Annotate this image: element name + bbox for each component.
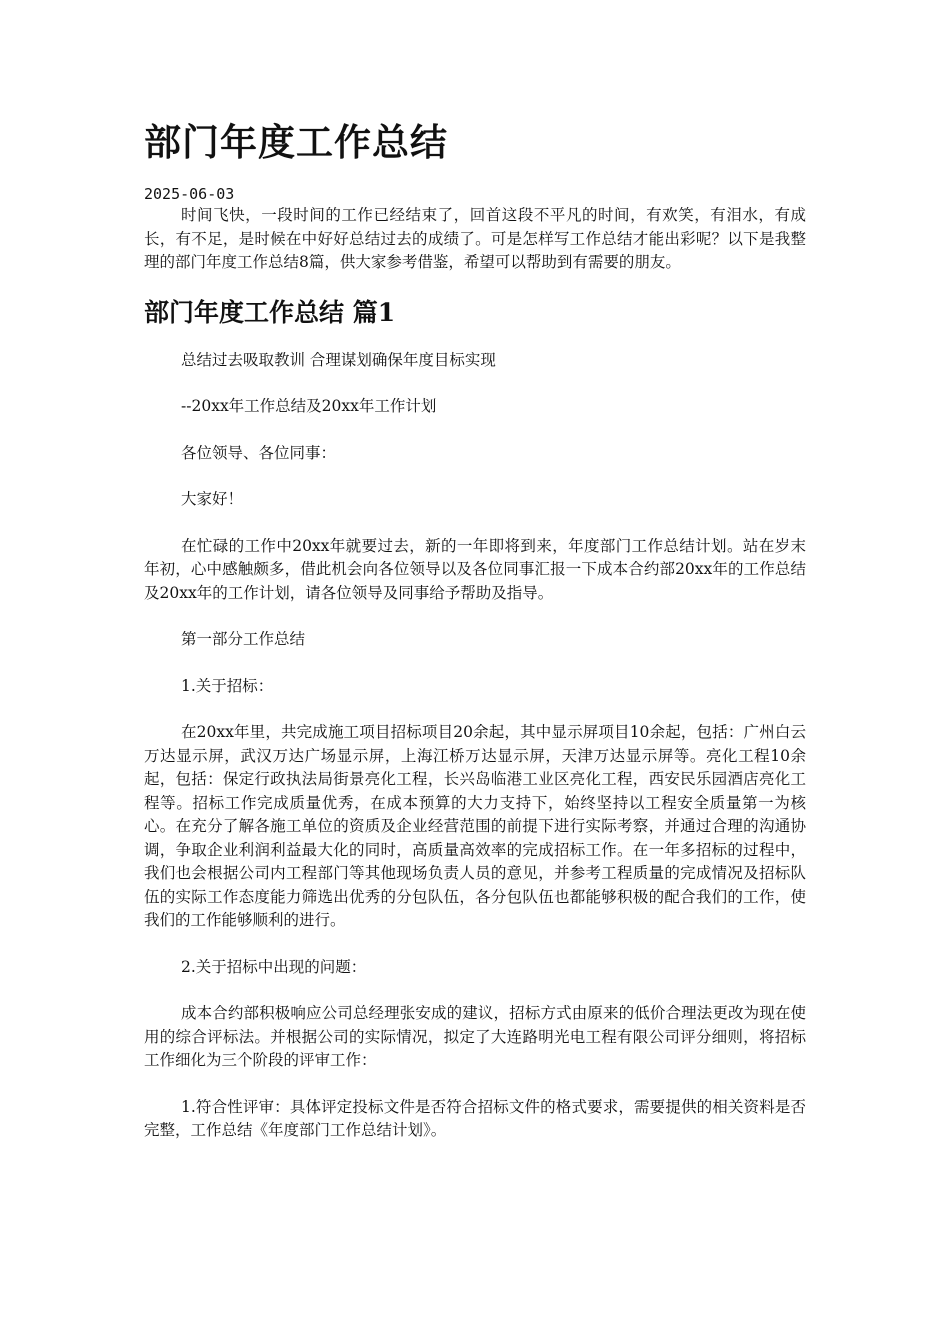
paragraph: 总结过去吸取教训 合理谋划确保年度目标实现 [181,350,496,369]
section-body [144,349,806,1143]
section-title: 部门年度工作总结 篇1 [144,297,396,327]
intro-paragraph: 时间飞快，一段时间的工作已经结束了，回首这段不平凡的时间，有欢笑，有泪水，有成长，有不足，是时候在中好好总结过去的成绩了。可是怎样写工作总结才能出彩呢？以下是我整理的部门年度工作总结8篇，供大家参考借鉴，希望可以帮助到有需要的朋友。 [144,206,806,271]
document-date: 2025-06-03 [144,185,235,203]
paragraph: 2.关于招标中出现的问题： [181,957,367,976]
paragraph: 在20xx年里，共完成施工项目招标项目20余起，其中显示屏项目10余起，包括：广州白云万达显示屏，武汉万达广场显示屏，上海江桥万达显示屏，天津万达显示屏等。亮化工程10余起，包括：保定行政执法局街景亮化工程，长兴岛临港工业区亮化工程，西安民乐园酒店亮化工程等。招标工作完成质量优秀，在成本预算的大力支持下，始终坚持以工程安全质量第一为核心。在充分了解各施工单位的资质及企业经营范围的前提下进行实际考察，并通过合理的沟通协调，争取企业利润利益最大化的同时，高质量高效率的完成招标工作。在一年多招标的过程中，我们也会根据公司内工程部门等其他现场负责人员的意见，并参考工程质量的完成情况及招标队伍的实际工作态度能力筛选出优秀的分包队伍，各分包队伍也都能够积极的配合我们的工作，使我们的工作能够顺利的进行。 [144,723,806,929]
paragraph: 各位领导、各位同事： [181,443,337,462]
paragraph: 1.符合性评审：具体评定投标文件是否符合招标文件的格式要求，需要提供的相关资料是否完整，工作总结《年度部门工作总结计划》。 [144,1097,806,1139]
document-content [144,112,806,1166]
paragraph: 在忙碌的工作中20xx年就要过去，新的一年即将到来，年度部门工作总结计划。站在岁末年初，心中感触颇多，借此机会向各位领导以及各位同事汇报一下成本合约部20xx年的工作总结及20xx年的工作计划，请各位领导及同事给予帮助及指导。 [144,536,806,602]
paragraph: 大家好！ [181,490,244,508]
paragraph: 第一部分工作总结 [181,630,306,648]
document-title: 部门年度工作总结 [144,120,448,164]
paragraph: 1.关于招标： [181,676,274,695]
paragraph: 成本合约部积极响应公司总经理张安成的建议，招标方式由原来的低价合理法更改为现在使用的综合评标法。并根据公司的实际情况，拟定了大连路明光电工程有限公司评分细则，将招标工作细化为三个阶段的评审工作： [144,1004,806,1069]
paragraph: --20xx年工作总结及20xx年工作计划 [181,397,437,415]
